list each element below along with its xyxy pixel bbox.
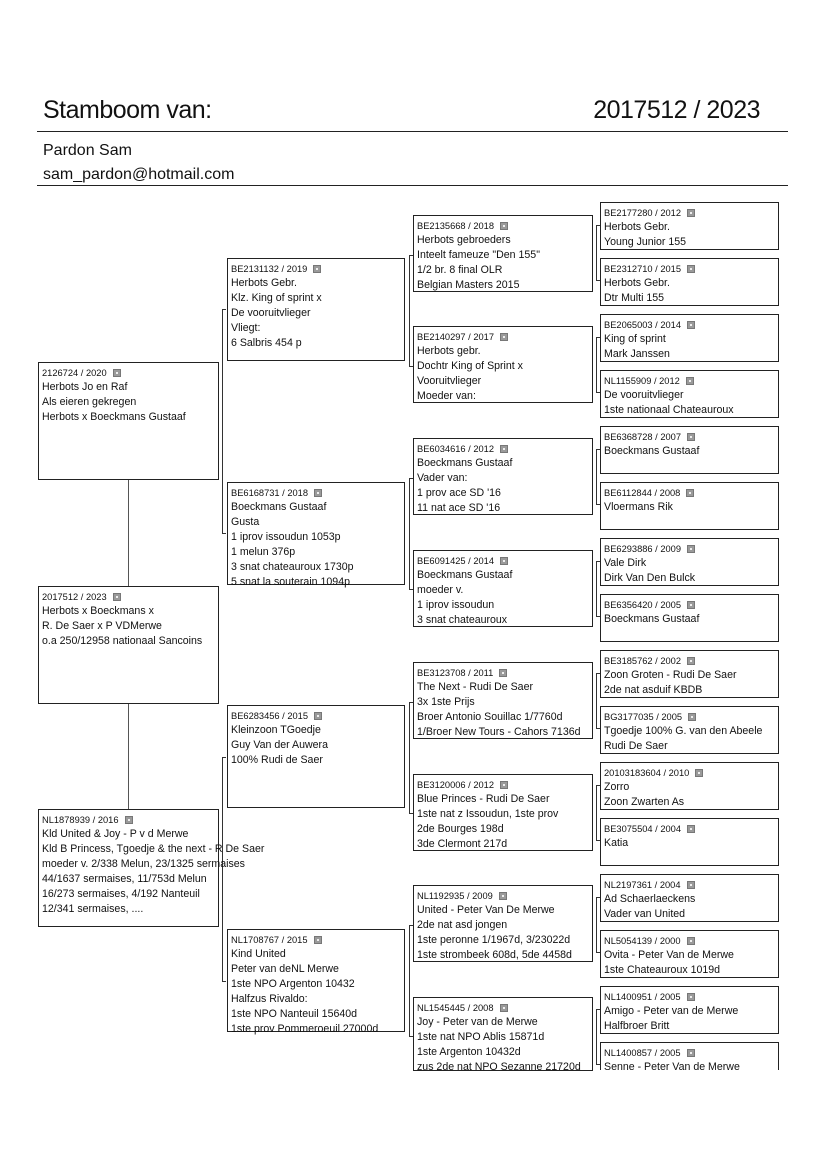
pedigree-card-gen4[interactable]: [600, 706, 779, 754]
pedigree-note: Boeckmans Gustaaf: [231, 501, 327, 513]
pedigree-note: Rudi De Saer: [604, 740, 668, 752]
pedigree-note: 1 iprov issoudun: [417, 599, 495, 611]
detail-icon[interactable]: [314, 712, 322, 720]
pedigree-note: 44/1637 sermaises, 11/753d Melun: [42, 873, 207, 885]
pedigree-note: 1ste strombeek 608d, 5de 4458d: [417, 949, 572, 961]
pedigree-card-gen4[interactable]: [600, 538, 779, 586]
ring-number: BE2131132 / 2019: [231, 264, 308, 274]
pedigree-note: Herbots Gebr.: [604, 221, 670, 233]
pedigree-note: Amigo - Peter van de Merwe: [604, 1005, 739, 1017]
pedigree-note: De vooruitvlieger: [231, 307, 311, 319]
pedigree-note: King of sprint: [604, 333, 666, 345]
pedigree-card-gen4[interactable]: [600, 762, 779, 810]
pedigree-card-gen2[interactable]: [227, 705, 405, 808]
detail-icon[interactable]: [313, 265, 321, 273]
pedigree-card-gen3[interactable]: [413, 885, 593, 962]
pedigree-note: Herbots Jo en Raf: [42, 381, 128, 393]
detail-icon[interactable]: [500, 222, 508, 230]
pedigree-note: 12/341 sermaises, ....: [42, 903, 144, 915]
detail-icon[interactable]: [687, 1049, 695, 1057]
pedigree-note: 2de nat asd jongen: [417, 919, 508, 931]
pedigree-note: Vliegt:: [231, 322, 261, 334]
pedigree-note: 1 iprov issoudun 1053p: [231, 531, 341, 543]
pedigree-note: Vader van United: [604, 908, 686, 920]
detail-icon[interactable]: [125, 816, 133, 824]
pedigree-note: Kld United & Joy - P v d Merwe: [42, 828, 189, 840]
pedigree-note: Herbots x Boeckmans Gustaaf: [42, 411, 186, 423]
pedigree-note: Broer Antonio Souillac 1/7760d: [417, 711, 563, 723]
pedigree-note: 3 snat chateauroux: [417, 614, 508, 626]
pedigree-card-gen2[interactable]: [227, 482, 405, 588]
pedigree-note: 1ste Chateauroux 1019d: [604, 964, 721, 976]
detail-icon[interactable]: [687, 993, 695, 1001]
pedigree-note: Dochtr King of Sprint x: [417, 360, 523, 372]
ring-number: BE6168731 / 2018: [231, 488, 309, 498]
pedigree-note: 1ste nat z Issoudun, 1ste prov: [417, 808, 559, 820]
pedigree-note: Zoon Zwarten As: [604, 796, 685, 808]
pedigree-note: 2de Bourges 198d: [417, 823, 504, 835]
pedigree-note: 1ste Argenton 10432d: [417, 1046, 521, 1058]
pedigree-card-gen3[interactable]: [413, 438, 593, 515]
pedigree-note: De vooruitvlieger: [604, 389, 684, 401]
pedigree-card-gen1[interactable]: [38, 809, 265, 927]
ring-number: BE3123708 / 2011: [417, 668, 494, 678]
pedigree-note: 1/Broer New Tours - Cahors 7136d: [417, 726, 581, 738]
detail-icon[interactable]: [687, 433, 695, 441]
pedigree-note: o.a 250/12958 nationaal Sancoins: [42, 635, 203, 647]
ring-number: NL1400857 / 2005: [604, 1048, 681, 1058]
detail-icon[interactable]: [113, 593, 121, 601]
detail-icon[interactable]: [686, 377, 694, 385]
pedigree-card-gen4[interactable]: [600, 930, 779, 978]
pedigree-note: 11 nat ace SD '16: [417, 502, 501, 514]
ring-number: NL2197361 / 2004: [604, 880, 681, 890]
detail-icon[interactable]: [687, 657, 695, 665]
pedigree-note: 100% Rudi de Saer: [231, 754, 323, 766]
pedigree-card-gen3[interactable]: [413, 550, 593, 627]
pedigree-note: 1ste nationaal Chateauroux: [604, 404, 734, 416]
detail-icon[interactable]: [687, 601, 695, 609]
pedigree-card-gen4[interactable]: [600, 650, 779, 698]
ring-number: NL1878939 / 2016: [42, 815, 119, 825]
ring-number: BE6293886 / 2009: [604, 544, 682, 554]
pedigree-note: Ovita - Peter Van de Merwe: [604, 949, 734, 961]
pigeon-ring-id: 2017512 / 2023: [593, 96, 760, 124]
detail-icon[interactable]: [500, 333, 508, 341]
detail-icon[interactable]: [687, 321, 695, 329]
pedigree-note: 3 snat chateauroux 1730p: [231, 561, 354, 573]
pedigree-note: moeder v. 2/338 Melun, 23/1325 sermaises: [42, 858, 245, 870]
ring-number: BG3177035 / 2005: [604, 712, 683, 722]
pedigree-note: 3x 1ste Prijs: [417, 696, 475, 708]
pedigree-note: Kind United: [231, 948, 286, 960]
owner-email: sam_pardon@hotmail.com: [43, 166, 235, 183]
pedigree-note: Mark Janssen: [604, 348, 670, 360]
pedigree-note: Halfbroer Britt: [604, 1020, 670, 1032]
pedigree-card-gen4[interactable]: [600, 594, 779, 642]
pedigree-note: Tgoedje 100% G. van den Abeele: [604, 725, 763, 737]
ring-number: 20103183604 / 2010: [604, 768, 690, 778]
pedigree-note: Vloermans Rik: [604, 501, 673, 513]
pedigree-note: Herbots Gebr.: [604, 277, 670, 289]
page-title: Stamboom van:: [43, 96, 212, 124]
detail-icon[interactable]: [499, 669, 507, 677]
ring-number: NL1708767 / 2015: [231, 935, 308, 945]
ring-number: 2126724 / 2020: [42, 368, 107, 378]
pedigree-note: R. De Saer x P VDMerwe: [42, 620, 162, 632]
pedigree-note: Klz. King of sprint x: [231, 292, 322, 304]
ring-number: NL1400951 / 2005: [604, 992, 681, 1002]
ring-number: BE2065003 / 2014: [604, 320, 682, 330]
pedigree-note: Guy Van der Auwera: [231, 739, 328, 751]
pedigree-note: 5 snat la souterain 1094p: [231, 576, 350, 588]
pedigree-note: 6 Salbris 454 p: [231, 337, 302, 349]
ring-number: 2017512 / 2023: [42, 592, 107, 602]
pedigree-note: 2de nat asduif KBDB: [604, 684, 703, 696]
header-divider: [37, 131, 788, 132]
pedigree-card-gen2[interactable]: [227, 258, 405, 361]
connector-line: [128, 703, 129, 810]
pedigree-note: Zorro: [604, 781, 630, 793]
pedigree-note: Kleinzoon TGoedje: [231, 724, 321, 736]
pedigree-card-gen4[interactable]: [600, 986, 779, 1034]
pedigree-note: Moeder van:: [417, 390, 476, 402]
detail-icon[interactable]: [687, 265, 695, 273]
detail-icon[interactable]: [499, 892, 507, 900]
detail-icon[interactable]: [687, 825, 695, 833]
pedigree-note: Vader van:: [417, 472, 468, 484]
pedigree-card-gen4[interactable]: [600, 258, 779, 306]
detail-icon[interactable]: [688, 713, 696, 721]
detail-icon[interactable]: [687, 881, 695, 889]
detail-icon[interactable]: [687, 937, 695, 945]
detail-icon[interactable]: [314, 489, 322, 497]
detail-icon[interactable]: [687, 209, 695, 217]
pedigree-note: Joy - Peter van de Merwe: [417, 1016, 538, 1028]
pedigree-note: 1 melun 376p: [231, 546, 296, 558]
ring-number: BE6034616 / 2012: [417, 444, 495, 454]
pedigree-card-gen2[interactable]: [227, 929, 405, 1035]
connector-bracket: [222, 309, 226, 534]
ring-number: BE3120006 / 2012: [417, 780, 495, 790]
ring-number: BE6368728 / 2007: [604, 432, 682, 442]
pedigree-note: Halfzus Rivaldo:: [231, 993, 308, 1005]
pedigree-note: United - Peter Van De Merwe: [417, 904, 555, 916]
detail-icon[interactable]: [500, 557, 508, 565]
pedigree-note: 3de Clermont 217d: [417, 838, 508, 850]
pedigree-note: Peter van deNL Merwe: [231, 963, 339, 975]
detail-icon[interactable]: [500, 1004, 508, 1012]
pedigree-note: Herbots Gebr.: [231, 277, 297, 289]
pedigree-note: The Next - Rudi De Saer: [417, 681, 533, 693]
pedigree-note: 1ste prov Pommeroeuil 27000d: [231, 1023, 379, 1035]
pedigree-note: Herbots x Boeckmans x: [42, 605, 154, 617]
ring-number: BE6112844 / 2008: [604, 488, 681, 498]
pedigree-note: Blue Princes - Rudi De Saer: [417, 793, 550, 805]
pedigree-note: Belgian Masters 2015: [417, 279, 520, 291]
pedigree-card-gen1[interactable]: [38, 586, 219, 704]
pedigree-card-gen4[interactable]: [600, 874, 779, 922]
detail-icon[interactable]: [500, 781, 508, 789]
pedigree-card-gen3[interactable]: [413, 997, 593, 1071]
pedigree-note: Boeckmans Gustaaf: [604, 613, 700, 625]
pedigree-card-gen4[interactable]: [600, 482, 779, 530]
ring-number: NL1155909 / 2012: [604, 376, 680, 386]
pedigree-note: Dirk Van Den Bulck: [604, 572, 696, 584]
pedigree-card-gen1[interactable]: [38, 362, 219, 480]
pedigree-note: Herbots gebroeders: [417, 234, 511, 246]
pedigree-note: moeder v.: [417, 584, 464, 596]
pedigree-note: 1ste nat NPO Ablis 15871d: [417, 1031, 545, 1043]
pedigree-note: 1ste NPO Argenton 10432: [231, 978, 355, 990]
pedigree-card-gen4[interactable]: [600, 426, 779, 474]
pedigree-note: Zoon Groten - Rudi De Saer: [604, 669, 737, 681]
pedigree-card-gen4[interactable]: [600, 1042, 779, 1073]
pedigree-note: Vale Dirk: [604, 557, 647, 569]
ring-number: BE2177280 / 2012: [604, 208, 682, 218]
pedigree-card-gen4[interactable]: [600, 370, 779, 418]
pedigree-note: 1 prov ace SD '16: [417, 487, 501, 499]
detail-icon[interactable]: [314, 936, 322, 944]
pedigree-note: Senne - Peter Van de Merwe: [604, 1061, 740, 1073]
owner-name: Pardon Sam: [43, 142, 132, 159]
detail-icon[interactable]: [687, 545, 695, 553]
ring-number: BE3075504 / 2004: [604, 824, 682, 834]
pedigree-note: Kld B Princess, Tgoedje & the next - R De Saer: [42, 843, 265, 855]
pedigree-note: Herbots gebr.: [417, 345, 481, 357]
ring-number: BE3185762 / 2002: [604, 656, 682, 666]
pedigree-note: 1ste NPO Nanteuil 15640d: [231, 1008, 358, 1020]
pedigree-note: Dtr Multi 155: [604, 292, 665, 304]
pedigree-note: Young Junior 155: [604, 236, 687, 248]
pedigree-card-gen3[interactable]: [413, 215, 593, 292]
pedigree-card-gen4[interactable]: [600, 202, 779, 250]
pedigree-note: Inteelt fameuze "Den 155": [417, 249, 540, 261]
ring-number: BE2312710 / 2015: [604, 264, 682, 274]
pedigree-note: Boeckmans Gustaaf: [417, 457, 513, 469]
pedigree-card-gen3[interactable]: [413, 662, 593, 739]
pedigree-note: 1/2 br. 8 final OLR: [417, 264, 503, 276]
pedigree-note: Boeckmans Gustaaf: [604, 445, 700, 457]
ring-number: NL5054139 / 2000: [604, 936, 681, 946]
connector-line: [128, 480, 129, 587]
ring-number: BE2140297 / 2017: [417, 332, 495, 342]
pedigree-note: Boeckmans Gustaaf: [417, 569, 513, 581]
pedigree-note: Katia: [604, 837, 629, 849]
ring-number: BE6283456 / 2015: [231, 711, 309, 721]
ring-number: NL1192935 / 2009: [417, 891, 493, 901]
pedigree-card-gen3[interactable]: [413, 326, 593, 403]
pedigree-card-gen3[interactable]: [413, 774, 593, 851]
pedigree-note: zus 2de nat NPO Sezanne 21720d: [417, 1061, 581, 1073]
pedigree-card-gen4[interactable]: [600, 314, 779, 362]
pedigree-note: Gusta: [231, 516, 260, 528]
detail-icon[interactable]: [113, 369, 121, 377]
ring-number: NL1545445 / 2008: [417, 1003, 494, 1013]
pedigree-note: 16/273 sermaises, 4/192 Nanteuil: [42, 888, 200, 900]
detail-icon[interactable]: [695, 769, 703, 777]
pedigree-note: 1ste peronne 1/1967d, 3/23022d: [417, 934, 571, 946]
ring-number: BE6356420 / 2005: [604, 600, 682, 610]
ring-number: BE6091425 / 2014: [417, 556, 495, 566]
header-divider-bottom: [37, 185, 788, 186]
pedigree-note: Ad Schaerlaeckens: [604, 893, 696, 905]
pedigree-note: Vooruitvlieger: [417, 375, 482, 387]
pedigree-card-gen4[interactable]: [600, 818, 779, 866]
pedigree-note: Als eieren gekregen: [42, 396, 137, 408]
detail-icon[interactable]: [686, 489, 694, 497]
ring-number: BE2135668 / 2018: [417, 221, 495, 231]
detail-icon[interactable]: [500, 445, 508, 453]
